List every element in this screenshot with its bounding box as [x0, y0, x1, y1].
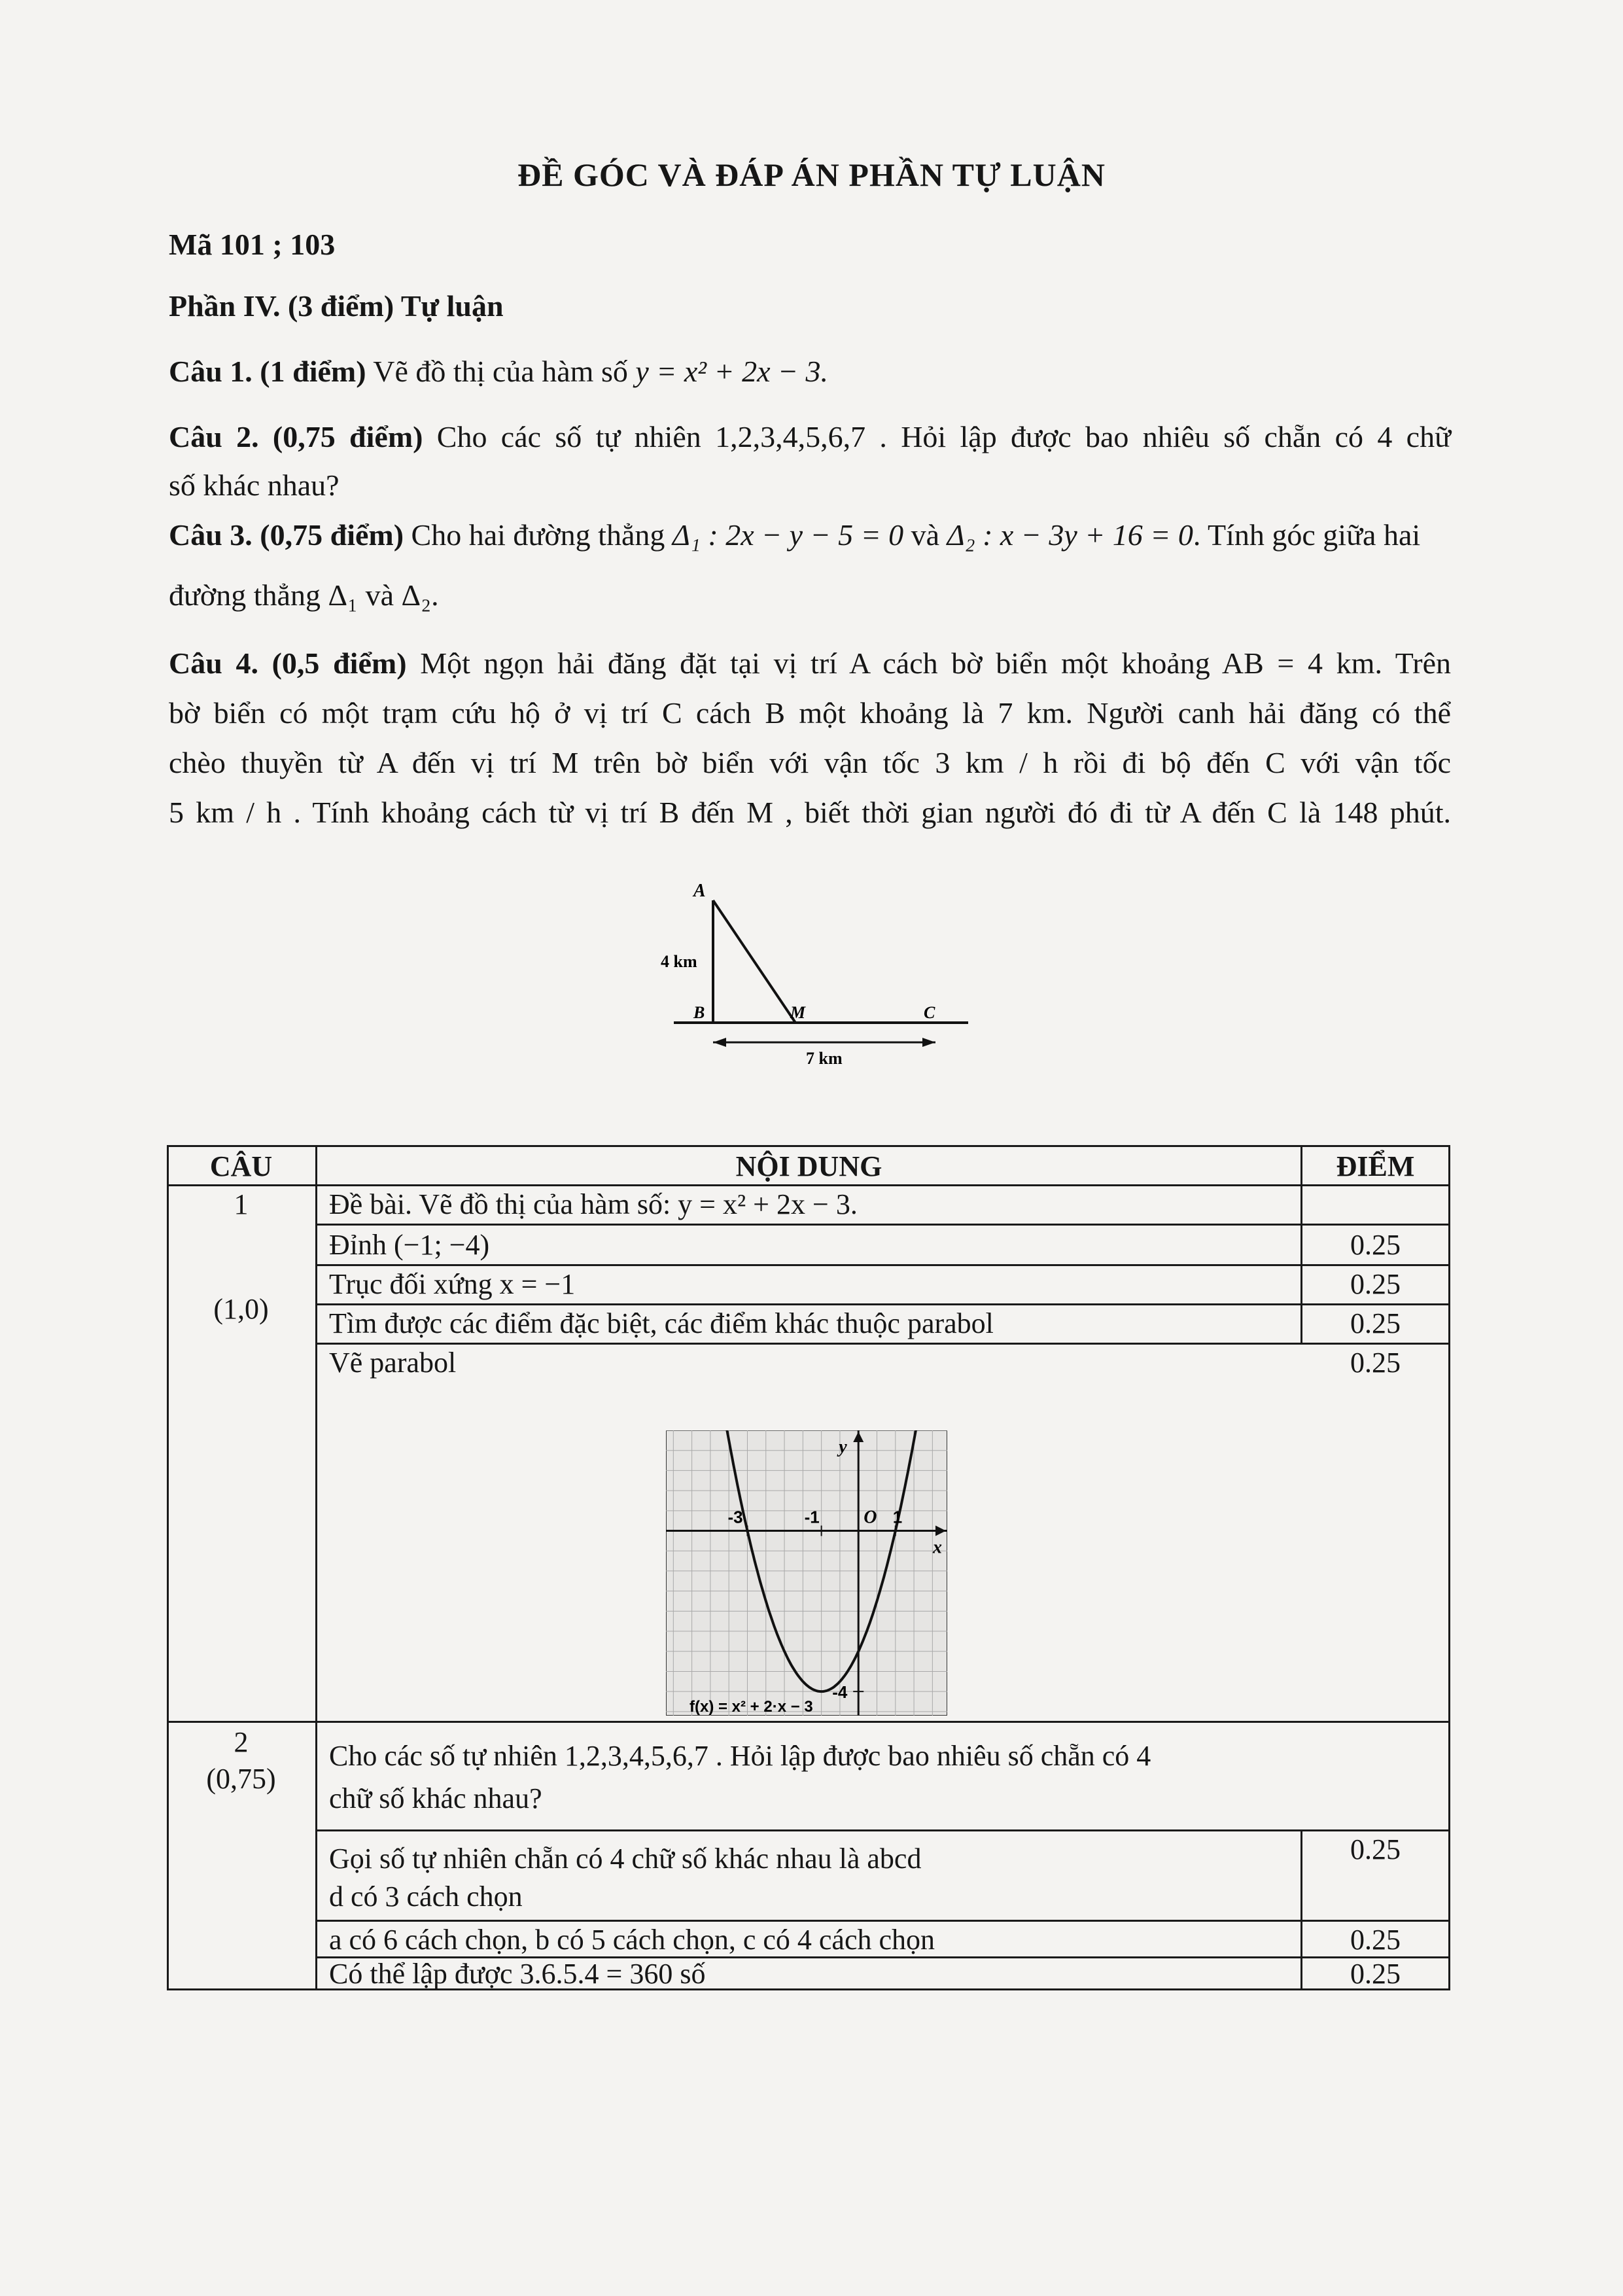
question-4-label: Câu 4. (0,5 điểm)	[169, 646, 407, 680]
y-axis-label: y	[839, 1437, 847, 1457]
row-2-points: (0,75)	[206, 1763, 276, 1795]
question-4-line-3: chèo thuyền từ A đến vị trí M trên bờ biển với vận tốc 3 km / h rồi đi bộ đến C với vận tốc	[169, 746, 1451, 779]
bc-distance-label: 7 km	[806, 1049, 843, 1065]
question-1-formula: y = x² + 2x − 3.	[635, 355, 829, 388]
row-2-step-3-score: 0.25	[1350, 1958, 1401, 1990]
question-2-text: Cho các số tự nhiên 1,2,3,4,5,6,7 . Hỏi lập được bao nhiêu số chẵn có 4 chữ	[436, 420, 1452, 453]
row-1-number: 1	[234, 1188, 249, 1220]
question-3-label: Câu 3. (0,75 điểm)	[169, 518, 404, 552]
graph-frame	[666, 1430, 947, 1716]
header-diem: ĐIỂM	[1336, 1150, 1415, 1182]
question-2-label: Câu 2. (0,75 điểm)	[169, 420, 423, 453]
question-1	[169, 347, 1451, 397]
question-3-and: và	[911, 518, 940, 552]
lighthouse-diagram	[654, 875, 981, 1065]
arrow-left-head	[713, 1038, 726, 1047]
row-1-prompt: Đề bài. Vẽ đồ thị của hàm số: y = x² + 2x − 3.	[329, 1188, 858, 1220]
row-1-step-2-score: 0.25	[1350, 1268, 1401, 1300]
exam-code: Mã 101 ; 103	[169, 228, 336, 261]
point-b-label: B	[693, 1003, 705, 1022]
row-2-number: 2	[234, 1726, 249, 1758]
row-1-step-4-score: 0.25	[1350, 1347, 1401, 1379]
row-2-step-3: Có thể lập được 3.6.5.4 = 360 số	[329, 1958, 706, 1990]
question-3-text: Cho hai đường thẳng	[411, 518, 665, 552]
parabola-graph	[666, 1430, 947, 1716]
header-noi-dung: NỘI DUNG	[735, 1150, 882, 1182]
question-4-line-1	[169, 639, 1451, 688]
row-1-step-1-score: 0.25	[1350, 1229, 1401, 1261]
point-a-label: A	[693, 881, 706, 901]
row-1-step-4: Vẽ parabol	[329, 1347, 457, 1379]
page-title: ĐỀ GÓC VÀ ĐÁP ÁN PHẦN TỰ LUẬN	[517, 156, 1106, 193]
question-3-line-1	[169, 510, 1451, 560]
question-3-line-2: đường thẳng Δ₁ và Δ₂.	[169, 578, 439, 612]
row-2-step-2-score: 0.25	[1350, 1924, 1401, 1956]
tick-label-minus-3: -3	[727, 1507, 743, 1527]
ab-distance-label: 4 km	[661, 952, 697, 971]
question-3-line-d2: Δ₂ : x − 3y + 16 = 0	[947, 518, 1193, 552]
question-2-line-2: số khác nhau?	[169, 468, 340, 502]
point-m-label: M	[790, 1003, 806, 1022]
question-4-line-4: 5 km / h . Tính khoảng cách từ vị trí B đến M , biết thời gian người đó đi từ A đến C là 148 phút.	[169, 796, 1451, 829]
row-2-step-1-line-1: Gọi số tự nhiên chẵn có 4 chữ số khác nhau là abcd	[329, 1843, 922, 1875]
tick-label-1: 1	[892, 1507, 903, 1527]
row-2-step-1-line-2: d có 3 cách chọn	[329, 1881, 523, 1913]
tick-label-minus-1: -1	[804, 1507, 820, 1527]
question-1-label: Câu 1. (1 điểm)	[169, 355, 366, 388]
origin-label: O	[864, 1507, 877, 1528]
row-1-step-1: Đỉnh (−1; −4)	[329, 1229, 490, 1261]
row-2-step-1-score: 0.25	[1350, 1833, 1401, 1865]
row-1-step-3-score: 0.25	[1350, 1307, 1401, 1339]
point-c-label: C	[924, 1003, 935, 1022]
row-1-points: (1,0)	[213, 1293, 269, 1325]
section-heading: Phần IV. (3 điểm) Tự luận	[169, 289, 504, 323]
tick-label-minus-4: -4	[832, 1682, 848, 1703]
row-2-prompt-line-1: Cho các số tự nhiên 1,2,3,4,5,6,7 . Hỏi lập được bao nhiêu số chẵn có 4	[329, 1740, 1151, 1772]
question-3-text-b: . Tính góc giữa hai	[1193, 518, 1421, 552]
arrow-right-head	[922, 1038, 935, 1047]
segment-am	[713, 900, 795, 1023]
row-2-prompt-line-2: chữ số khác nhau?	[329, 1782, 542, 1814]
x-axis-label: x	[933, 1537, 942, 1558]
question-4-line-2: bờ biển có một trạm cứu hộ ở vị trí C cách B một khoảng là 7 km. Người canh hải đăng có thể	[169, 696, 1451, 730]
function-label: f(x) = x² + 2·x − 3	[689, 1698, 813, 1716]
row-2-step-2: a có 6 cách chọn, b có 5 cách chọn, c có 4 cách chọn	[329, 1924, 935, 1956]
row-1-step-3: Tìm được các điểm đặc biệt, các điểm khác thuộc parabol	[329, 1307, 994, 1339]
question-3-line-d1: Δ₁ : 2x − y − 5 = 0	[672, 518, 904, 552]
question-4-text-1: Một ngọn hải đăng đặt tại vị trí A cách bờ biển một khoảng AB = 4 km. Trên	[420, 646, 1452, 680]
row-1-step-2: Trục đối xứng x = −1	[329, 1268, 576, 1300]
question-2-line-1	[169, 412, 1451, 462]
header-cau: CÂU	[209, 1150, 273, 1182]
question-1-text: Vẽ đồ thị của hàm số	[373, 355, 628, 388]
